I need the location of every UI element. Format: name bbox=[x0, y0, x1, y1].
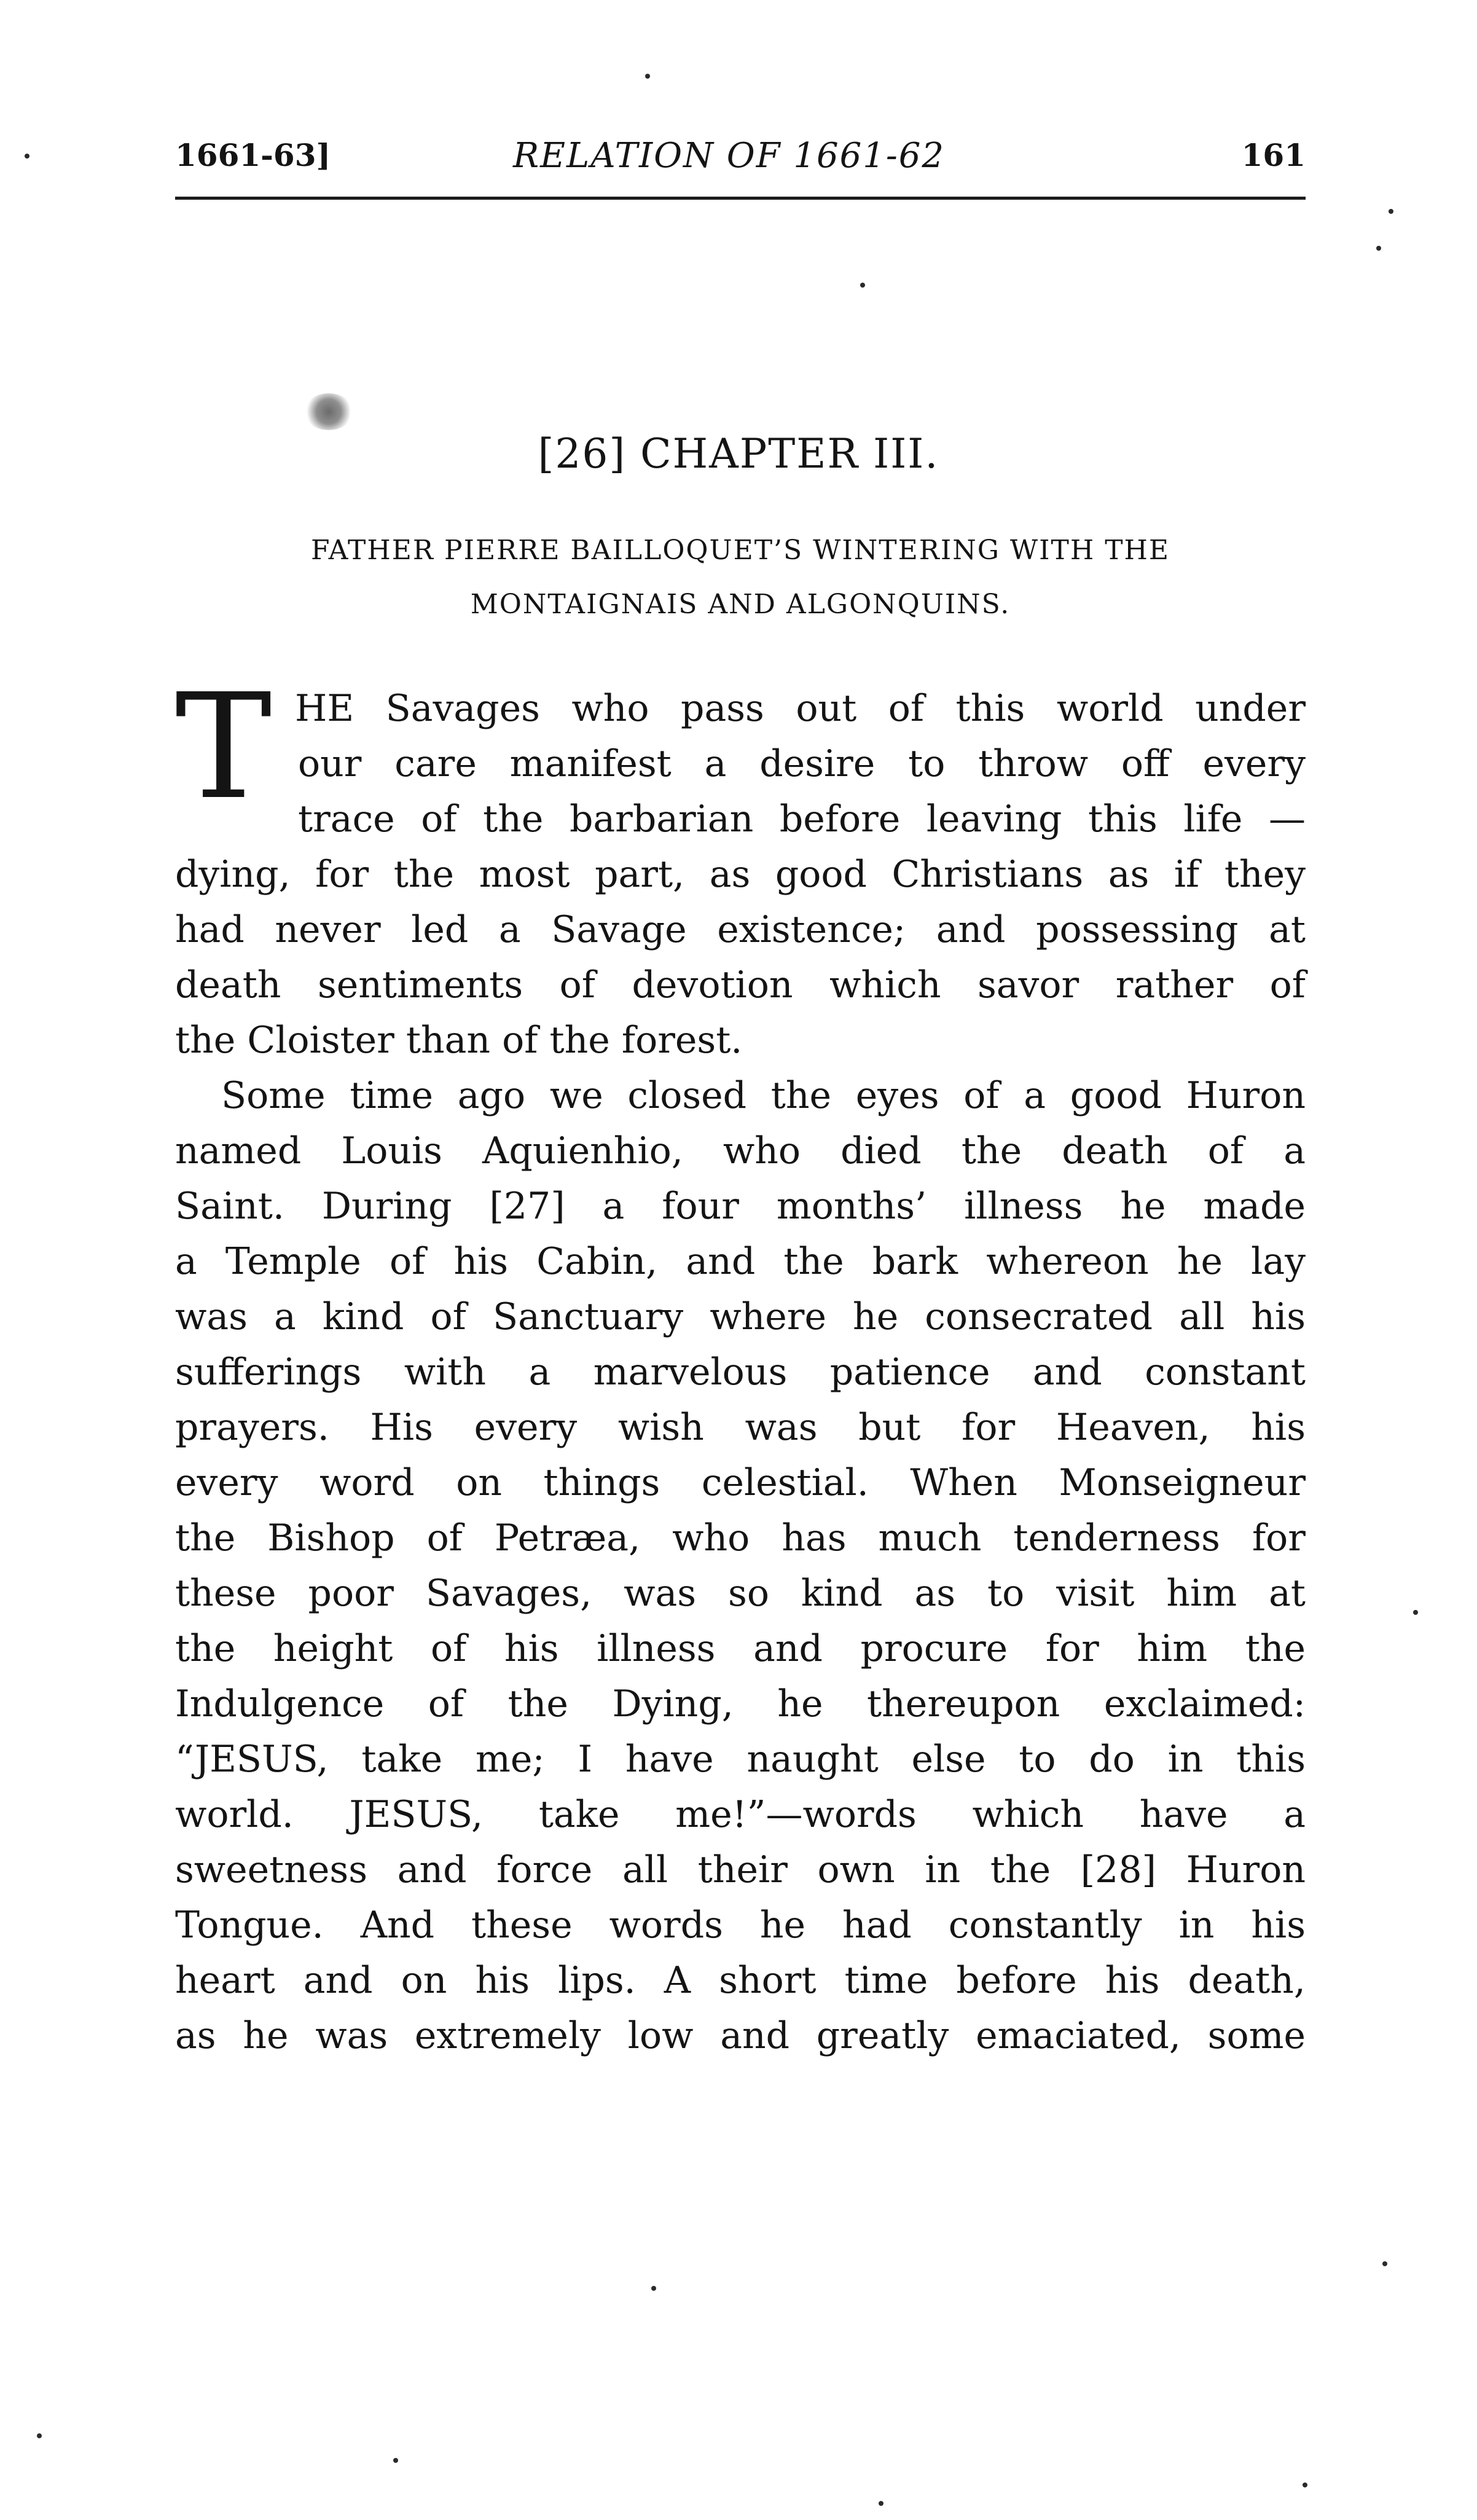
text-line: a Temple of his Cabin, and the bark whereon he lay bbox=[175, 1240, 1306, 1283]
text-line: as he was extremely low and greatly emaciated, some bbox=[175, 2014, 1306, 2057]
text-line: HE Savages who pass out of this world under bbox=[295, 687, 1306, 730]
text-line: Indulgence of the Dying, he thereupon exclaimed: bbox=[175, 1682, 1306, 1725]
text-line: the Bishop of Petræa, who has much tenderness for bbox=[175, 1517, 1306, 1560]
text-line: the Cloister than of the forest. bbox=[175, 1019, 743, 1062]
scan-speck bbox=[1376, 246, 1381, 251]
scan-speck bbox=[1413, 1610, 1418, 1615]
drop-cap: T bbox=[175, 662, 272, 831]
chapter-title: CHAPTER III. bbox=[640, 430, 939, 477]
text-line: the height of his illness and procure for him the bbox=[175, 1627, 1306, 1670]
chapter-subtitle-line-1: FATHER PIERRE BAILLOQUET’S WINTERING WITH THE bbox=[310, 535, 1170, 566]
page-number: 161 bbox=[1241, 137, 1306, 173]
text-line: Tongue. And these words he had constantly in his bbox=[175, 1904, 1306, 1947]
chapter-subtitle-line-2: MONTAIGNAIS AND ALGONQUINS. bbox=[470, 589, 1011, 620]
text-line: our care manifest a desire to throw off every bbox=[298, 742, 1306, 785]
text-line: heart and on his lips. A short time before his death, bbox=[175, 1959, 1306, 2002]
running-header bbox=[175, 132, 1306, 181]
scan-speck bbox=[651, 2286, 656, 2291]
text-line: trace of the barbarian before leaving this life — bbox=[298, 798, 1306, 841]
scan-speck bbox=[1389, 209, 1393, 214]
body-text bbox=[175, 681, 1306, 2143]
text-line: these poor Savages, was so kind as to visit him at bbox=[175, 1572, 1306, 1615]
scan-speck bbox=[860, 283, 865, 288]
text-line: Some time ago we closed the eyes of a good Huron bbox=[221, 1074, 1306, 1117]
scan-speck bbox=[37, 2433, 42, 2438]
text-line: every word on things celestial. When Monseigneur bbox=[175, 1461, 1306, 1504]
scan-speck bbox=[1382, 2261, 1387, 2266]
scan-speck bbox=[879, 2501, 883, 2506]
ink-blot-ornament bbox=[304, 393, 353, 430]
scan-speck bbox=[25, 154, 29, 159]
text-line: death sentiments of devotion which savor rather of bbox=[175, 964, 1306, 1007]
header-year-range: 1661-63] bbox=[175, 137, 331, 173]
text-line: was a kind of Sanctuary where he consecrated all his bbox=[175, 1295, 1306, 1338]
header-rule bbox=[175, 197, 1306, 200]
text-line: Saint. During [27] a four months’ illness he made bbox=[175, 1185, 1306, 1228]
scan-speck bbox=[645, 74, 650, 79]
text-line: named Louis Aquienhio, who died the death of a bbox=[175, 1129, 1306, 1172]
text-line: dying, for the most part, as good Christians as if they bbox=[175, 853, 1306, 896]
header-title: RELATION OF 1661-62 bbox=[513, 136, 946, 176]
scan-speck bbox=[1303, 2483, 1307, 2487]
text-line: sufferings with a marvelous patience and constant bbox=[175, 1351, 1306, 1394]
chapter-heading bbox=[0, 430, 1477, 477]
text-line: prayers. His every wish was but for Heaven, his bbox=[175, 1406, 1306, 1449]
text-line: “JESUS, take me; I have naught else to do in this bbox=[175, 1738, 1306, 1781]
chapter-page-ref: [26] bbox=[538, 430, 627, 477]
text-line: world. JESUS, take me!”—words which have a bbox=[175, 1793, 1306, 1836]
scan-speck bbox=[393, 2458, 398, 2463]
text-line: sweetness and force all their own in the [28] Huron bbox=[175, 1848, 1306, 1891]
text-line: had never led a Savage existence; and possessing at bbox=[175, 908, 1306, 951]
